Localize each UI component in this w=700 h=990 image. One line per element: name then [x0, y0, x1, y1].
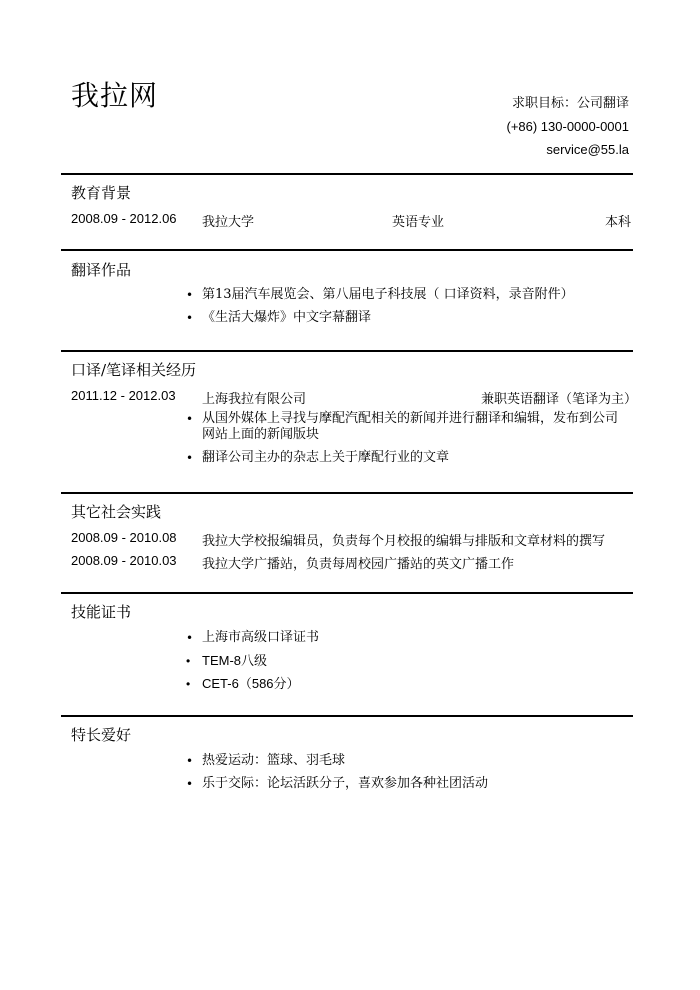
- experience-company: 上海我拉有限公司: [202, 392, 307, 407]
- experience-role: 兼职英语翻译（笔译为主）: [480, 392, 637, 407]
- education-date: 2008.09 - 2012.06: [71, 211, 177, 226]
- list-item: [186, 450, 626, 466]
- list-item: [186, 310, 626, 326]
- list-item: [186, 653, 626, 669]
- section-title-skills: 技能证书: [71, 603, 132, 621]
- contact-block: [506, 92, 629, 161]
- section-title-education: 教育背景: [71, 184, 132, 202]
- list-item: [186, 630, 626, 646]
- list-item: [186, 753, 626, 769]
- section-divider: [61, 492, 633, 494]
- list-item-text: 第13届汽车展览会、第八届电子科技展（ 口译资料，录音附件）: [202, 287, 574, 302]
- list-item-text: TEM-8八级: [202, 653, 268, 668]
- practice-text: 我拉大学广播站，负责每周校园广播站的英文广播工作: [202, 557, 515, 572]
- list-item: [186, 776, 626, 792]
- experience-list: [186, 411, 626, 473]
- list-item: [186, 411, 626, 443]
- education-degree: 本科: [604, 215, 631, 230]
- section-title-works: 翻译作品: [71, 261, 132, 279]
- bullet-icon: •: [186, 754, 194, 768]
- bullet-icon: •: [186, 777, 194, 791]
- candidate-name: 我拉网: [71, 79, 159, 112]
- bullet-icon: •: [186, 631, 194, 645]
- practice-date: 2008.09 - 2010.08: [71, 530, 177, 545]
- section-divider: [61, 715, 633, 717]
- phone-number: (+86) 130-0000-0001: [506, 119, 629, 134]
- bullet-icon: •: [186, 288, 194, 302]
- section-divider: [61, 350, 633, 352]
- bullet-icon: •: [186, 451, 194, 465]
- list-item-text: 热爱运动：篮球、羽毛球: [202, 753, 346, 768]
- education-major: 英语专业: [392, 215, 445, 230]
- list-item-text: 上海市高级口译证书: [202, 630, 320, 645]
- list-item-text: 翻译公司主办的杂志上关于摩配行业的文章: [202, 450, 450, 465]
- email-address: service@55.la: [546, 142, 629, 157]
- section-title-experience: 口译/笔译相关经历: [71, 361, 197, 379]
- bullet-icon: •: [186, 654, 191, 668]
- section-divider: [61, 592, 633, 594]
- section-title-practice: 其它社会实践: [71, 503, 162, 521]
- list-item-text: CET-6（586分）: [202, 676, 300, 691]
- list-item-text: 乐于交际：论坛活跃分子，喜欢参加各种社团活动: [202, 776, 489, 791]
- section-divider: [61, 173, 633, 175]
- bullet-icon: •: [186, 677, 191, 691]
- experience-date: 2011.12 - 2012.03: [71, 388, 176, 403]
- section-divider: [61, 249, 633, 251]
- works-list: [186, 287, 626, 333]
- list-item-text: 从国外媒体上寻找与摩配汽配相关的新闻并进行翻译和编辑，发布到公司网站上面的新闻版块: [202, 411, 619, 442]
- education-school: 我拉大学: [202, 215, 255, 230]
- list-item: [186, 287, 626, 303]
- bullet-icon: •: [186, 412, 194, 426]
- bullet-icon: •: [186, 311, 194, 325]
- skills-list: [186, 630, 626, 699]
- list-item: [186, 676, 626, 692]
- job-objective: 求职目标：公司翻译: [511, 96, 629, 111]
- hobbies-list: [186, 753, 626, 799]
- practice-date: 2008.09 - 2010.03: [71, 553, 177, 568]
- list-item-text: 《生活大爆炸》中文字幕翻译: [202, 310, 372, 325]
- practice-text: 我拉大学校报编辑员，负责每个月校报的编辑与排版和文章材料的撰写: [202, 534, 606, 549]
- section-title-hobbies: 特长爱好: [71, 726, 132, 744]
